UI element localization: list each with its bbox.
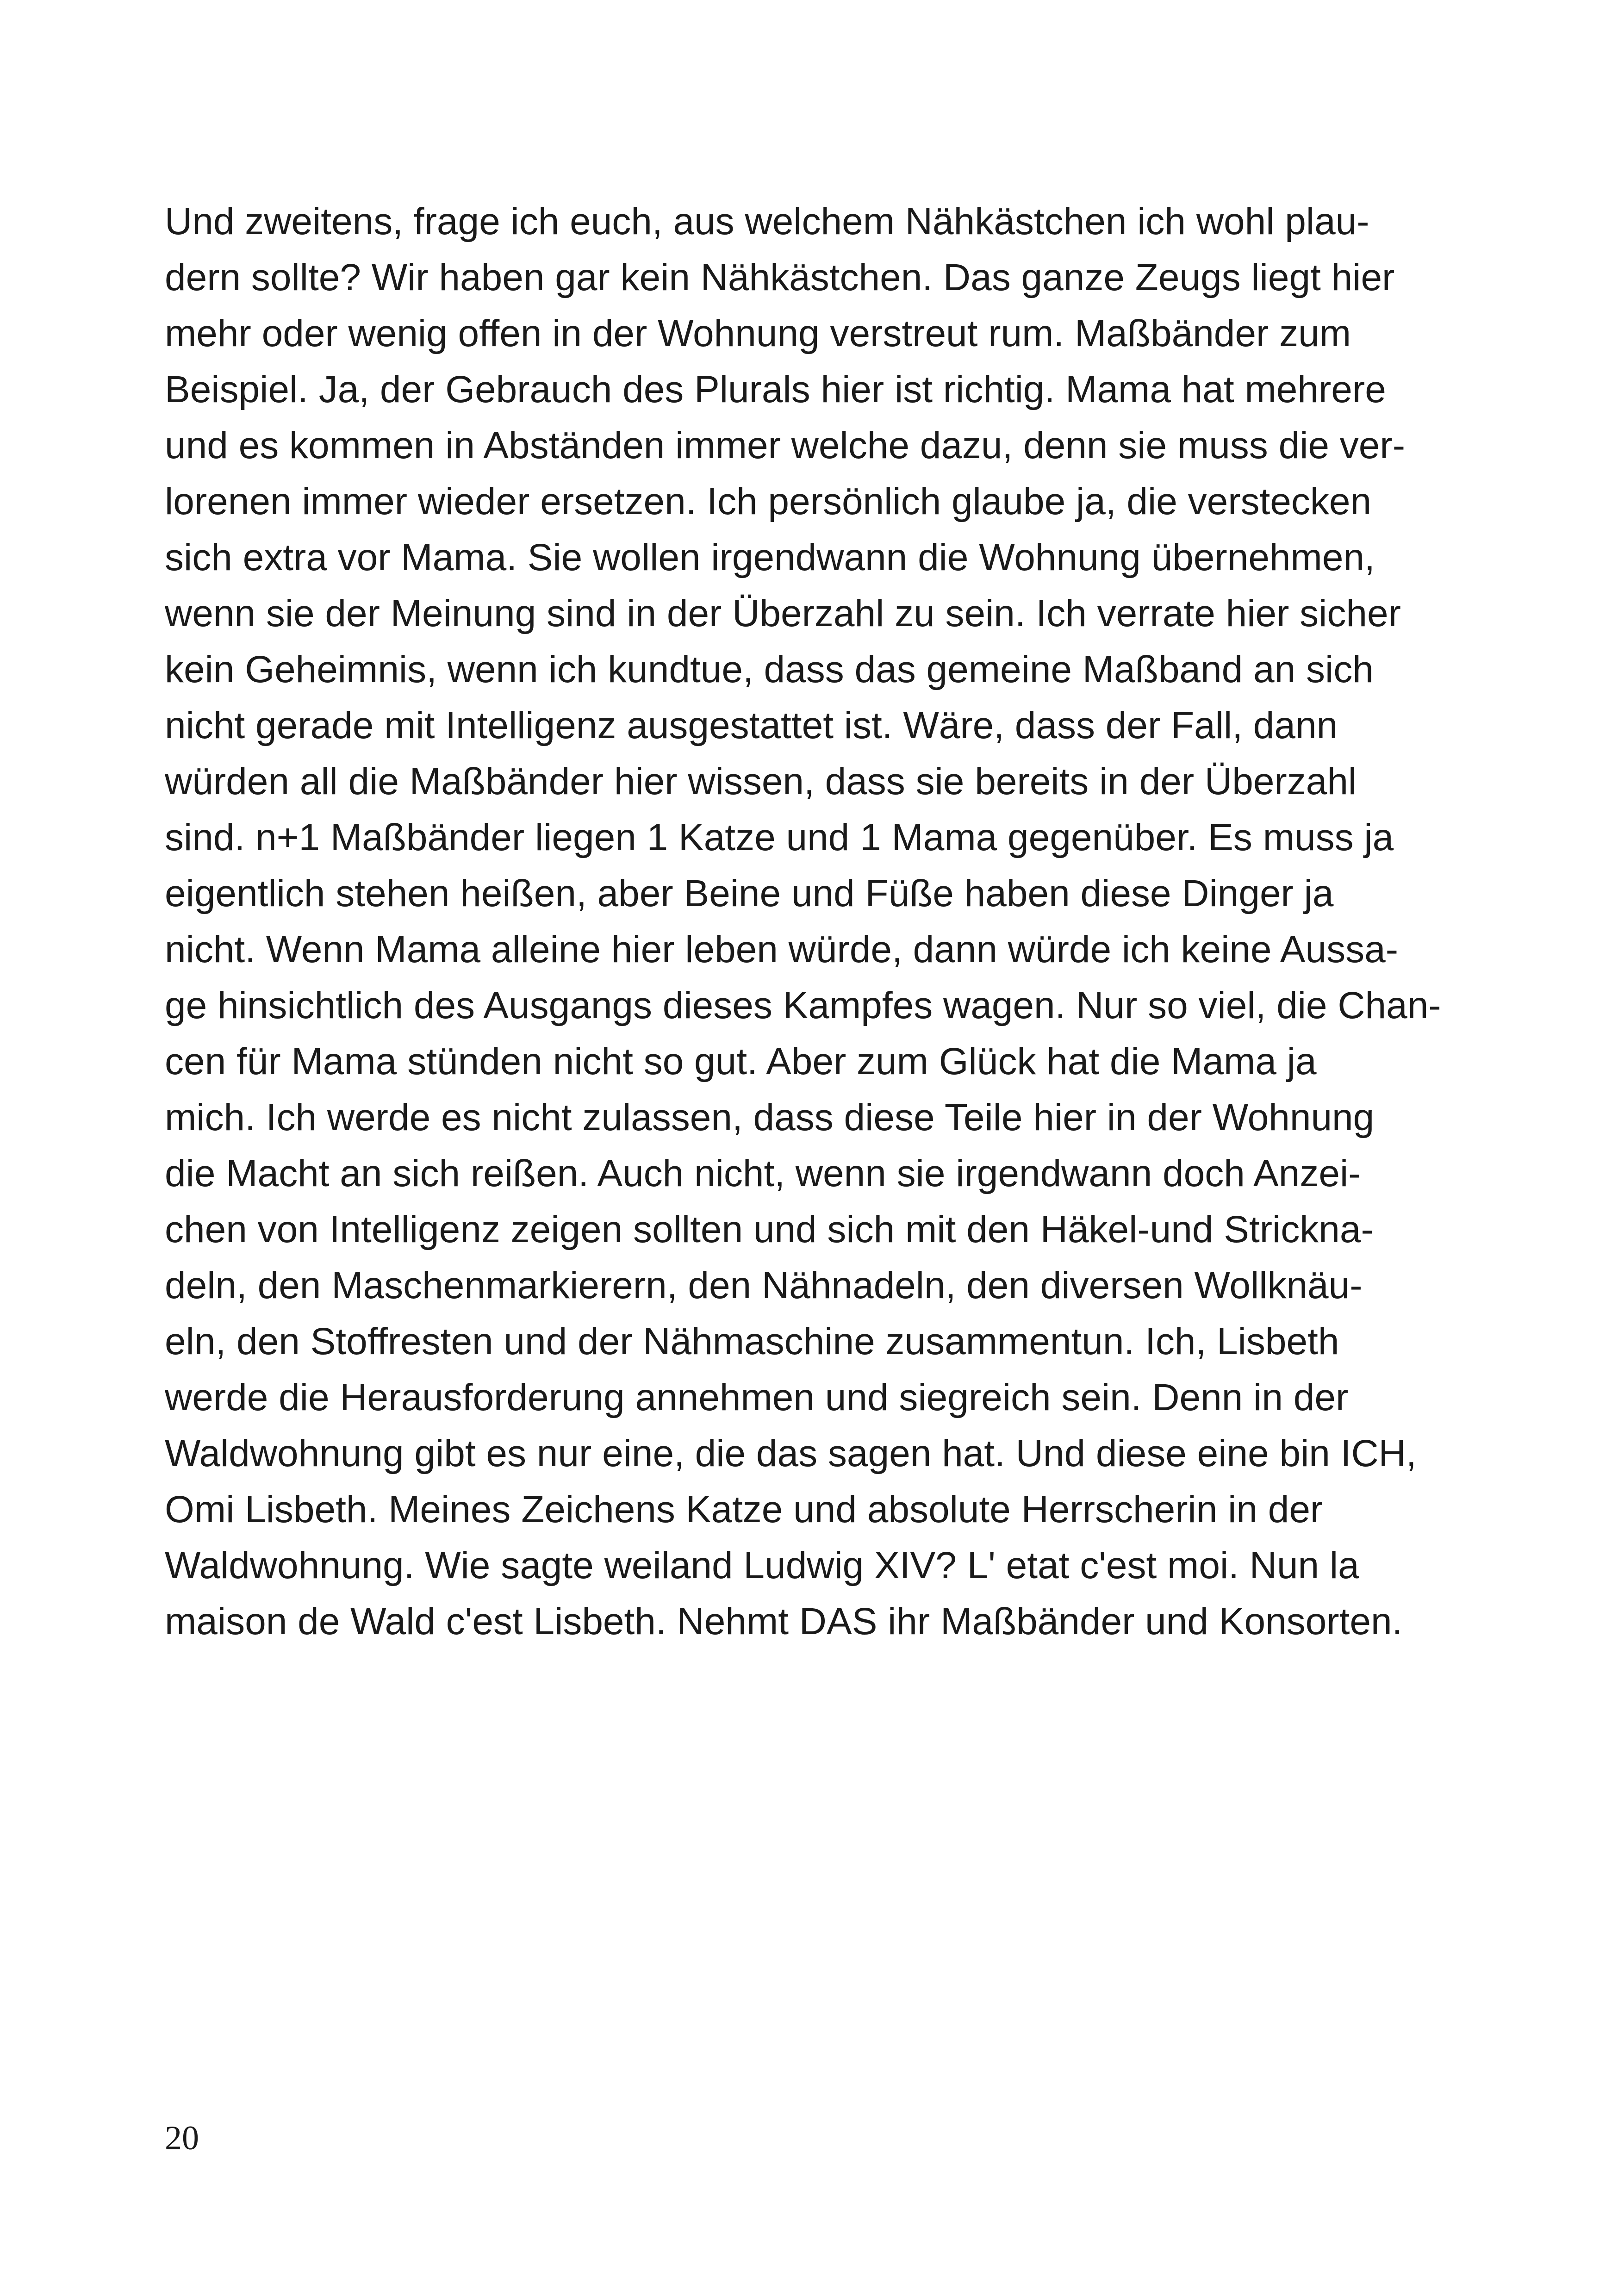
text-line: nicht gerade mit Intelligenz ausgestattet ist. Wäre, dass der Fall, dann bbox=[165, 704, 1338, 747]
text-line: dern sollte? Wir haben gar kein Nähkästchen. Das ganze Zeugs liegt hier bbox=[165, 256, 1395, 299]
text-line: kein Geheimnis, wenn ich kundtue, dass das gemeine Maßband an sich bbox=[165, 648, 1374, 691]
text-line: wenn sie der Meinung sind in der Überzahl zu sein. Ich verrate hier sicher bbox=[165, 592, 1401, 635]
page-number: 20 bbox=[165, 2119, 199, 2157]
text-line: mich. Ich werde es nicht zulassen, dass diese Teile hier in der Wohnung bbox=[165, 1096, 1375, 1139]
text-line: chen von Intelligenz zeigen sollten und sich mit den Häkel-und Strickna- bbox=[165, 1208, 1374, 1251]
text-line: mehr oder wenig offen in der Wohnung verstreut rum. Maßbänder zum bbox=[165, 312, 1351, 355]
text-line: nicht. Wenn Mama alleine hier leben würde, dann würde ich keine Aussa- bbox=[165, 928, 1398, 971]
text-line: maison de Wald c'est Lisbeth. Nehmt DAS ihr Maßbänder und Konsorten. bbox=[165, 1600, 1403, 1643]
text-line: und es kommen in Abständen immer welche dazu, denn sie muss die ver- bbox=[165, 424, 1406, 467]
body-text bbox=[165, 193, 1461, 1649]
text-line: Omi Lisbeth. Meines Zeichens Katze und absolute Herrscherin in der bbox=[165, 1488, 1323, 1531]
text-line: sich extra vor Mama. Sie wollen irgendwann die Wohnung übernehmen, bbox=[165, 536, 1375, 579]
text-line: Und zweitens, frage ich euch, aus welchem Nähkästchen ich wohl plau- bbox=[165, 200, 1369, 243]
text-line: eigentlich stehen heißen, aber Beine und Füße haben diese Dinger ja bbox=[165, 872, 1334, 915]
text-line: lorenen immer wieder ersetzen. Ich persönlich glaube ja, die verstecken bbox=[165, 480, 1372, 523]
text-line: sind. n+1 Maßbänder liegen 1 Katze und 1 Mama gegenüber. Es muss ja bbox=[165, 816, 1394, 859]
text-line: ge hinsichtlich des Ausgangs dieses Kampfes wagen. Nur so viel, die Chan- bbox=[165, 984, 1441, 1027]
text-line: würden all die Maßbänder hier wissen, dass sie bereits in der Überzahl bbox=[165, 760, 1357, 803]
text-line: Waldwohnung. Wie sagte weiland Ludwig XIV? L' etat c'est moi. Nun la bbox=[165, 1544, 1359, 1587]
text-line: die Macht an sich reißen. Auch nicht, wenn sie irgendwann doch Anzei- bbox=[165, 1152, 1361, 1195]
text-line: eln, den Stoffresten und der Nähmaschine zusammentun. Ich, Lisbeth bbox=[165, 1320, 1339, 1363]
text-line: Waldwohnung gibt es nur eine, die das sagen hat. Und diese eine bin ICH, bbox=[165, 1432, 1417, 1475]
text-line: cen für Mama stünden nicht so gut. Aber zum Glück hat die Mama ja bbox=[165, 1040, 1317, 1083]
text-line: deln, den Maschenmarkierern, den Nähnadeln, den diversen Wollknäu- bbox=[165, 1264, 1363, 1307]
text-line: werde die Herausforderung annehmen und siegreich sein. Denn in der bbox=[165, 1376, 1349, 1419]
text-line: Beispiel. Ja, der Gebrauch des Plurals hier ist richtig. Mama hat mehrere bbox=[165, 368, 1386, 411]
